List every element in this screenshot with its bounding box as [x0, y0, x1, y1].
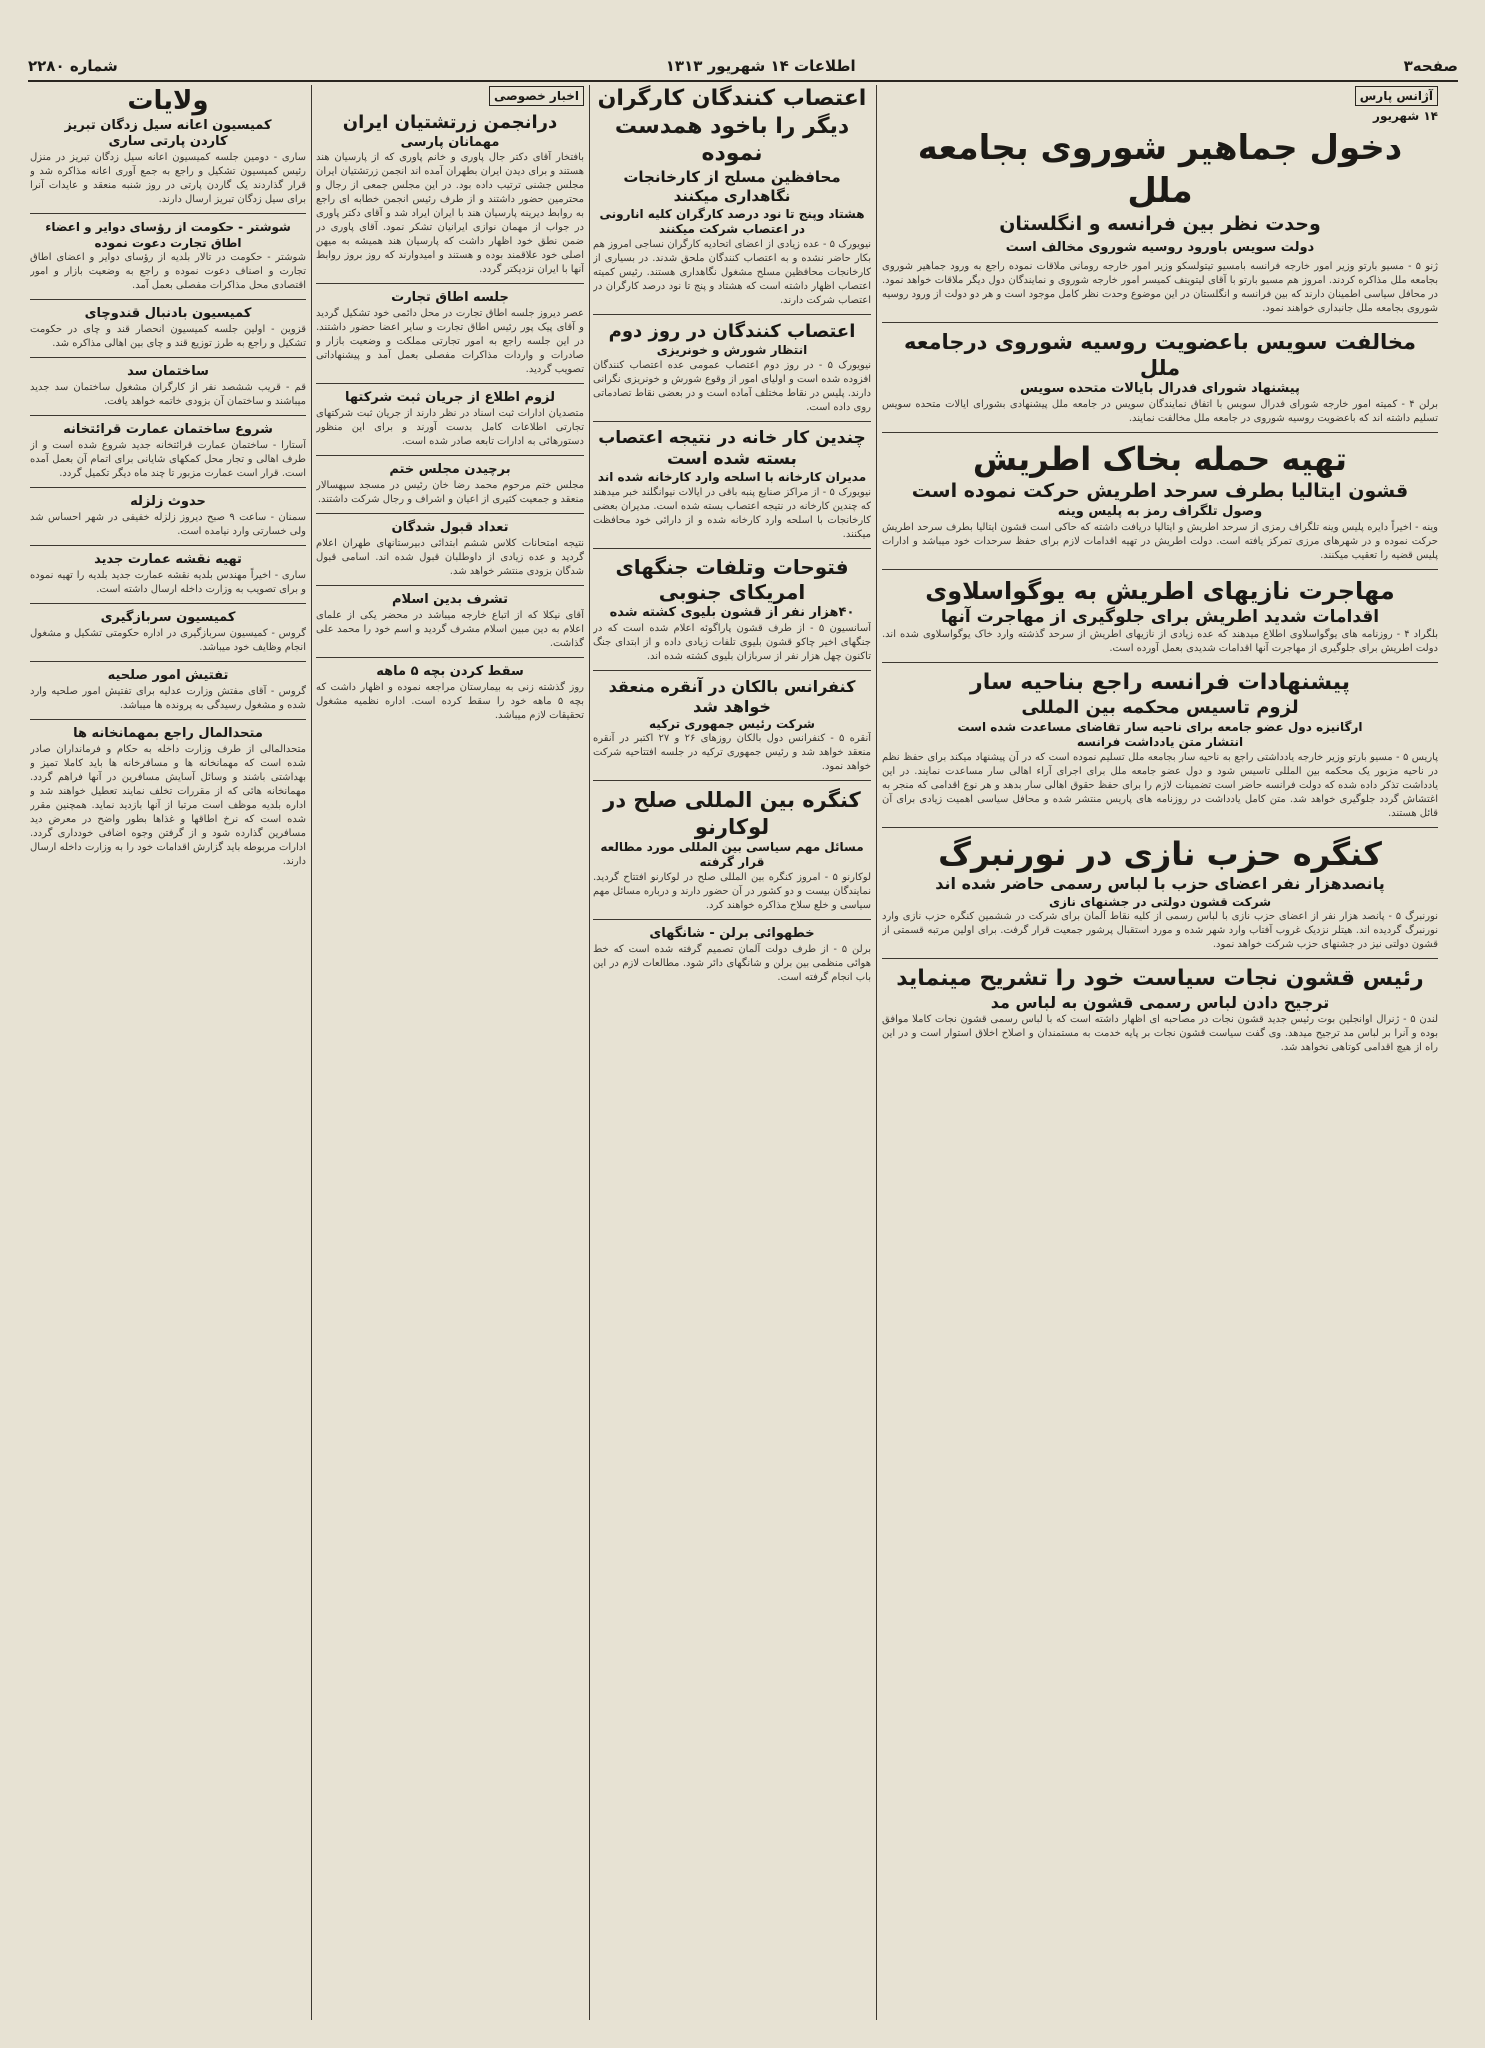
column-rule	[589, 85, 590, 2020]
article-subtitle: شرکت رئیس جمهوری ترکیه	[649, 716, 815, 731]
article-body: ژنو ۵ - مسیو بارتو وزیر امور خارجه فرانسه بامسیو تیتولسکو وزیر امور خارجه رومانی ملاقات نموده راجع به ورود جماهیر شوروی بجامعه ملل مذاکره کردند. امروز هم مسیو بارتو با آقای لیتوینف کمیسر امور خارجه شوروی و نمایندگان دول دیگر ملاقات خواهد نمود. در محافل سیاسی اطمینان دارند که بین فرانسه و انگلستان در این موضوع وحدت نظر کامل موجود است و هر دو دولت از ورود روسیه شوروی بجامعه ملل جانبداری خواهند نمود.	[882, 260, 1438, 314]
article-body: آسانسیون ۵ - از طرف قشون پاراگوئه اعلام شده است که در جنگهای اخیر چاکو قشون بلیوی تلفات زیادی داده و از ابتدای جنگ تاکنون چهل هزار نفر از سربازان بلیوی کشته شده اند.	[593, 622, 871, 662]
article-body: روز گذشته زنی به بیمارستان مراجعه نموده و اظهار داشت که بچه ۵ ماهه خود را سقط کرده است. اداره نظمیه مشغول تحقیقات لازم میباشد.	[316, 681, 584, 721]
article-subtitle: وصول تلگراف رمز به پلیس وینه	[1057, 503, 1263, 519]
article-title: لزوم اطلاع از جریان ثبت شرکتها	[344, 390, 556, 406]
divider	[316, 455, 584, 456]
divider	[593, 314, 871, 315]
article-subtitle: کاردن پارتی ساری	[108, 134, 228, 150]
article-body: نتیجه امتحانات کلاس ششم ابتدائی دبیرستانهای طهران اعلام گردید و عده زیادی از داوطلبان قبول شده اند. اسامی قبول شدگان بزودی منتشر خواهد شد.	[316, 537, 584, 577]
article-body: بافتخار آقای دکتر جال پاوری و خانم پاوری که از پارسیان هند هستند و برای دیدن ایران بطهران آمده اند انجمن زرتشتیان ایران مجلس جشنی ترتیب داده بود. در این مجلس جمعی از رجال و محترمین حضور داشتند و از طرف رئیس انجمن خطابه ای راجع به روابط دیرینه پارسیان هند با ایران ایراد شد و آقای دکتر پاوری در جواب از مهمان نوازی ایرانیان تشکر نمود. آقای پاوری در ضمن نطق خود اظهار داشت که پارسیان هند همیشه به میهن اصلی خود علاقمند بوده و هستند و امیدوارند که روز بروز روابط آنها با ایران نزدیکتر گردد.	[316, 152, 584, 276]
article-subtitle: انتظار شورش و خونریزی	[656, 343, 808, 358]
article-title: کنگره حزب نازی در نورنبرگ	[938, 834, 1382, 873]
divider	[30, 357, 306, 358]
article-title: حدوث زلزله	[130, 494, 206, 510]
article-body: متحدالمالی از طرف وزارت داخله به حکام و فرمانداران صادر شده است که مهمانخانه ها و مسافرخانه ها باید کاملا تمیز و بهداشتی باشند و وسائل آسایش مسافرین در آنها فراهم گردد. مهمانخانه هائی که از مقررات تخلف نمایند تعطیل خواهند شد و اداره بلدیه موظف است مرتبا از آنها بازدید نماید. همچنین مقرر شده است که نرخ اطاقها و غذاها بطور واضح در معرض دید مسافرین گذارده شود و از گرفتن وجوه اضافی خودداری گردد. ادارات مربوطه باید گزارش اقدامات خود را به وزارت داخله ارسال دارند.	[30, 743, 306, 867]
article-subtitle: دولت سویس باورود روسیه شوروی مخالف است	[1005, 239, 1315, 255]
article-body: لوکارنو ۵ - امروز کنگره بین المللی صلح در لوکارنو افتتاح گردید. نمایندگان بیست و دو کشور در آن حضور دارند و درباره مسائل مهم سیاسی و خلع سلاح مذاکره خواهند کرد.	[593, 872, 871, 912]
article-title: خطهوائی برلن - شانگهای	[649, 926, 815, 942]
article-title: شروع ساختمان عمارت قرائتخانه	[63, 422, 273, 438]
divider	[30, 213, 306, 214]
divider	[30, 545, 306, 546]
article-title: دخول جماهیر شوروی بجامعه ملل	[917, 128, 1403, 211]
article-title: رئیس قشون نجات سیاست خود را تشریح مینماید	[896, 966, 1424, 992]
article-body: گروس - کمیسیون سربازگیری در اداره حکومتی تشکیل و مشغول انجام وظایف خود میباشد.	[30, 627, 306, 653]
article-subtitle: ۴۰هزار نفر از قشون بلیوی کشته شده	[609, 604, 855, 620]
article-title: شوشتر - حکومت از رؤسای دوایر و اعضاء اطاق تجارت دعوت نموده	[45, 220, 291, 250]
article-title: پیشنهادات فرانسه راجع بناحیه سار	[970, 669, 1350, 695]
article-body: نیویورک ۵ - عده زیادی از اعضای اتحادیه کارگران نساجی امروز هم بکار حاضر نشده و به اعتصاب کنندگان ملحق شدند. در بسیاری از کارخانجات محافظین مسلح مشغول نگاهداری هستند. رئیس کمیته اعتصاب اظهار داشته است که هشتاد و پنج تا نود درصد کارگران در اعتصاب شرکت دارند.	[593, 238, 871, 306]
article-body: متصدیان ادارات ثبت اسناد در نظر دارند از جریان ثبت شرکتهای تجارتی اطلاعات کامل بدست آورند و برای این منظور دستورهائی به ادارات تابعه صادر شده است.	[316, 408, 584, 448]
article-subtitle: شرکت قشون دولتی در جشنهای نازی	[1049, 894, 1271, 909]
divider	[30, 719, 306, 720]
article-subtitle: مهمانان پارسی	[400, 134, 500, 150]
section-tag: اخبار خصوصی	[489, 86, 584, 106]
newspaper-date: اطلاعات ۱۴ شهریور ۱۳۱۳	[665, 57, 856, 75]
article-title: تهیه حمله بخاک اطریش	[972, 439, 1348, 478]
article-title: چندین کار خانه در نتیجه اعتصاب بسته شده است	[598, 427, 866, 470]
article-subtitle: پیشنهاد شورای فدرال بایالات متحده سویس	[1020, 381, 1300, 397]
page-number: صفحه۳	[1403, 57, 1458, 75]
divider	[316, 283, 584, 284]
article-body: آقای نیکلا که از اتباع خارجه میباشد در محضر یکی از علمای اعلام به دین مبین اسلام مشرف گردید و اسم خود را محمد علی گذاشت.	[316, 609, 584, 649]
article-title: متحدالمال راجع بمهمانخانه ها	[73, 725, 263, 741]
divider	[882, 958, 1438, 959]
article-title: جلسه اطاق تجارت	[391, 290, 509, 306]
article-title: کنگره بین المللی صلح در لوکارنو	[603, 788, 861, 839]
article-body: ساری - دومین جلسه کمیسیون اعانه سیل زدگان تبریز در منزل رئیس کمیسیون تشکیل و راجع به جمع آوری اعانه مذاکره شد و قرار گذاردند یک گاردن پارتی در روز شنبه منعقد و عایدات آنرا برای سیل زدگان تبریز ارسال دارند.	[30, 152, 306, 206]
column-1	[882, 85, 1438, 2015]
divider	[882, 322, 1438, 323]
article-title: کمیسیون بادنبال قندوچای	[84, 306, 252, 322]
article-subtitle: انتشار متن یادداشت فرانسه	[1076, 735, 1244, 750]
article-subtitle: پانصدهزار نفر اعضای حزب با لباس رسمی حاضر شده اند	[935, 873, 1385, 893]
article-title: مهاجرت نازیهای اطریش به یوگواسلاوی	[925, 576, 1395, 605]
article-body: لندن ۵ - ژنرال اوانجلین بوت رئیس جدید قشون نجات در مصاحبه ای اظهار داشته است که با لباس رسمی قشون نجات کاملا موافق بوده و آنرا بر لباس مد ترجیح میدهد. وی گفت سیاست قشون نجات بر پایه خدمت به مستمندان و اصلاح اخلاق استوار است و در این راه از هیچ اقدامی کوتاهی نخواهد شد.	[882, 1014, 1438, 1054]
article-title: کمیسیون اعانه سیل زدگان تبریز	[64, 117, 272, 133]
divider	[316, 657, 584, 658]
article-body: قم - قریب ششصد نفر از کارگران مشغول ساختمان سد جدید میباشند و ساختمان آن بزودی خاتمه خواهد یافت.	[30, 382, 306, 408]
divider	[593, 670, 871, 671]
article-subtitle: محافظین مسلح از کارخانجات نگاهداری میکنند	[623, 167, 841, 205]
article-body: نیویورک ۵ - از مراکز صنایع پنبه باقی در ایالات نیوانگلند خبر میدهند که چندین کارخانه در نتیجه اعتصاب بسته شده است. مدیران بعضی کارخانجات با اسلحه وارد کارخانه شده و از دارائی خود محافظت میکنند.	[593, 486, 871, 540]
column-2	[593, 85, 871, 2015]
divider	[316, 513, 584, 514]
agency-label: آژانس پارس	[1355, 86, 1438, 106]
column-4	[30, 85, 306, 2015]
divider	[593, 421, 871, 422]
article-title: فتوحات وتلفات جنگهای امریکای جنوبی	[615, 554, 849, 604]
article-subtitle: لزوم تاسیس محکمه بین المللی	[1021, 697, 1299, 719]
article-title: سقط کردن بچه ۵ ماهه	[376, 663, 524, 679]
divider	[882, 827, 1438, 828]
article-subtitle: هشتاد وپنج تا نود درصد کارگران کلیه انارونی در اعتصاب شرکت میکنند	[599, 206, 865, 237]
divider	[30, 415, 306, 416]
article-subtitle: ارگانیزه دول عضو جامعه برای ناحیه سار تقاضای مساعدت شده است	[957, 719, 1363, 734]
article-body: نیویورک ۵ - در روز دوم اعتصاب عمومی عده اعتصاب کنندگان افزوده شده است و اولیای امور از وقوع شورش و خونریزی نگرانی دارند. پلیس در نقاط مختلف آماده است و در بعضی نقاط تصادماتی روی داده است.	[593, 359, 871, 413]
article-body: برلن ۴ - کمیته امور خارجه شورای فدرال سویس با اتفاق نمایندگان سویس در جامعه ملل پیشنهادی بشورای ایالات متحده سویس تسلیم داشته اند که باعضویت روسیه شوروی در جامعه ملل مخالفت نمایند.	[882, 398, 1438, 424]
divider	[30, 299, 306, 300]
column-rule	[311, 85, 312, 2020]
article-body: سمنان - ساعت ۹ صبح دیروز زلزله خفیفی در شهر احساس شد ولی خسارتی وارد نیامده است.	[30, 512, 306, 538]
article-title: تشرف بدین اسلام	[392, 591, 508, 607]
article-subtitle: ترجیح دادن لباس رسمی قشون به لباس مد	[990, 992, 1330, 1012]
divider	[882, 569, 1438, 570]
article-body: پاریس ۵ - مسیو بارتو وزیر خارجه یادداشتی راجع به ناحیه سار بجامعه ملل تسلیم نموده است که در آن پیشنهاد میکند برای حفظ نظم در ناحیه مزبور یک محکمه بین المللی تاسیس شود و دول عضو جامعه ملل برای اجرای آراء اهالی سار مساعدت نمایند. در این یادداشت تذکر داده شده که دولت فرانسه حاضر است تضمینات لازم را برای حفظ حقوق اهالی سار بدهد و هر نوع اقدامی که منجر به اغتشاش گردد جلوگیری خواهد شد. متن کامل یادداشت در روزنامه های پاریس منتشر شده و محافل سیاسی اهمیت زیادی برای آن قائل هستند.	[882, 751, 1438, 819]
article-body: بلگراد ۴ - روزنامه های یوگواسلاوی اطلاع میدهند که عده زیادی از نازیهای اطریش از سرحد گذشته وارد خاک یوگواسلاوی شده اند. دولت اطریش برای جلوگیری از مهاجرت آنها اقدامات شدیدی بعمل آورده است.	[882, 628, 1438, 654]
article-body: قزوین - اولین جلسه کمیسیون انحصار قند و چای در حکومت تشکیل و راجع به طرز توزیع قند و چای بین اهالی مذاکره شد.	[30, 324, 306, 350]
article-title: ساختمان سد	[127, 364, 209, 380]
article-body: شوشتر - حکومت در تالار بلدیه از رؤسای دوایر و اعضای اطاق تجارت و اصناف دعوت نموده و راجع به وضعیت بازار و امور اقتصادی محل مذاکرات مفصلی بعمل آمد.	[30, 252, 306, 292]
article-title: برچیدن مجلس ختم	[389, 462, 511, 478]
article-body: نورنبرگ ۵ - پانصد هزار نفر از اعضای حزب نازی با لباس رسمی از کلیه نقاط آلمان برای شرکت در ششمین کنگره حزب نازی وارد نورنبرگ گردیده اند. هیتلر نزدیک غروب آفتاب وارد شهر شده و مورد استقبال پرشور جمعیت قرار گرفت. برای اولین مرتبه قسمتی از قشون دولتی نیز در جشنهای حزب شرکت خواهد نمود.	[882, 911, 1438, 951]
divider	[593, 548, 871, 549]
article-body: آنقره ۵ - کنفرانس دول بالکان روزهای ۲۶ و ۲۷ اکتبر در آنقره منعقد خواهد شد و رئیس جمهوری ترکیه در جلسه افتتاحیه شرکت خواهد نمود.	[593, 733, 871, 773]
article-title: درانجمن زرتشتیان ایران	[342, 112, 558, 133]
masthead	[28, 52, 1458, 82]
article-title: تهیه نقشه عمارت جدید	[94, 552, 242, 568]
issue-number: شماره ۲۲۸۰	[28, 57, 118, 75]
column-rule	[876, 85, 877, 2020]
article-subtitle: اقدامات شدید اطریش برای جلوگیری از مهاجرت آنها	[940, 606, 1380, 627]
article-title: مخالفت سویس باعضویت روسیه شوروی درجامعه ملل	[903, 329, 1417, 380]
article-title: اعتصاب کنندگان کارگران دیگر را باخود همدست نموده	[597, 86, 867, 166]
divider	[316, 585, 584, 586]
divider	[882, 662, 1438, 663]
article-title: اعتصاب کنندگان در روز دوم	[608, 320, 856, 342]
column-3	[316, 85, 584, 2015]
article-title: کمیسیون سربازگیری	[100, 609, 236, 625]
section-title: ولایات	[127, 86, 209, 116]
divider	[30, 661, 306, 662]
article-title: کنفرانس بالکان در آنقره منعقد خواهد شد	[608, 676, 856, 716]
article-title: تفتیش امور صلحیه	[107, 667, 229, 683]
article-title: تعداد قبول شدگان	[391, 520, 509, 536]
article-body: آستارا - ساختمان عمارت قرائتخانه جدید شروع شده است و از طرف اهالی و تجار محل کمکهای شایانی برای اتمام آن بعمل آمده است. قرار است عمارت مزبور تا چند ماه دیگر تکمیل گردد.	[30, 440, 306, 480]
divider	[593, 780, 871, 781]
article-subtitle: مدیران کارخانه با اسلحه وارد کارخانه شده اند	[597, 470, 867, 485]
article-body: عصر دیروز جلسه اطاق تجارت در محل دائمی خود تشکیل گردید و آقای پیک پور رئیس اطاق تجارت و سایر اعضا حضور داشتند. در این جلسه راجع به امور تجارتی مملکت و وضعیت بازار و صادرات و واردات مذاکرات مفصلی بعمل آمد و پیشنهاداتی تصویب گردید.	[316, 308, 584, 376]
article-body: مجلس ختم مرحوم محمد رضا خان رئیس در مسجد سپهسالار منعقد و جمعیت کثیری از اعیان و اشراف و رجال شرکت داشتند.	[316, 480, 584, 506]
agency-date: ۱۴ شهریور	[1373, 109, 1438, 123]
divider	[30, 487, 306, 488]
divider	[593, 919, 871, 920]
article-body: گروس - آقای مفتش وزارت عدلیه برای تفتیش امور صلحیه وارد شده و مشغول رسیدگی به پرونده ها میباشد.	[30, 685, 306, 711]
article-subtitle: قشون ایتالیا بطرف سرحد اطریش حرکت نموده است	[911, 479, 1409, 502]
article-body: ساری - اخیراً مهندس بلدیه نقشه عمارت جدید بلدیه را تهیه نموده و برای تصویب به وزارت داخله ارسال داشته است.	[30, 569, 306, 595]
divider	[316, 383, 584, 384]
article-subtitle: مسائل مهم سیاسی بین المللی مورد مطالعه قرار گرفته	[600, 839, 864, 870]
article-body: برلن ۵ - از طرف دولت آلمان تصمیم گرفته شده است که خط هوائی منظمی بین برلن و شانگهای دائر شود. مطالعات لازم در این باب انجام گرفته است.	[593, 943, 871, 983]
divider	[882, 432, 1438, 433]
article-subtitle: وحدت نظر بین فرانسه و انگلستان	[999, 213, 1321, 235]
article-body: وینه - اخیراً دایره پلیس وینه تلگراف رمزی از سرحد اطریش و ایتالیا دریافت داشته که حاکی است قشون ایتالیا بطرف سرحد اطریش حرکت نموده و در شهرهای مرزی تمرکز یافته است. دولت اطریش در تهیه اقدامات لازم برای حفظ سرحدات خود میباشد و ادارات پلیس قضیه را تعقیب میکنند.	[882, 521, 1438, 561]
divider	[30, 603, 306, 604]
